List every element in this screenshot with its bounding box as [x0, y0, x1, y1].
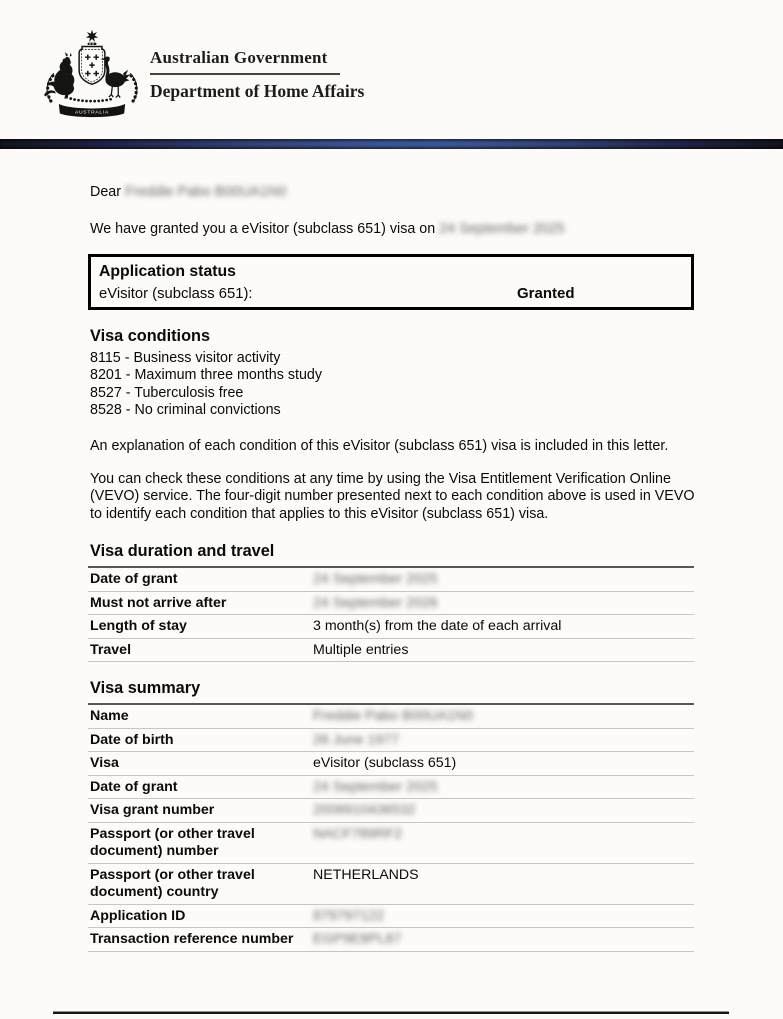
masthead-divider — [150, 73, 340, 75]
row-label: Application ID — [90, 907, 186, 924]
row-label: Name — [90, 708, 129, 724]
banner-text: AUSTRALIA — [74, 110, 110, 116]
row-value-redacted: 879797122 — [313, 907, 385, 924]
salutation-prefix: Dear — [90, 184, 125, 200]
footer-divider — [53, 1011, 729, 1014]
row-value: Multiple entries — [313, 641, 409, 658]
row-value: NETHERLANDS — [313, 866, 419, 883]
status-granted-value: Granted — [517, 285, 575, 302]
department-name: Department of Home Affairs — [150, 81, 365, 101]
row-label: Date of grant — [90, 571, 178, 587]
visa-duration-title: Visa duration and travel — [90, 542, 275, 560]
row-label: Transaction reference number — [90, 931, 294, 947]
row-value: 3 month(s) from the date of each arrival — [313, 618, 562, 634]
condition-item: 8528 - No criminal convictions — [90, 401, 281, 418]
salutation-line — [90, 184, 702, 201]
application-status-box — [88, 254, 694, 310]
intro-text: We have granted you a eVisitor (subclass 651) visa on — [90, 221, 440, 237]
table-row — [88, 592, 694, 616]
grant-date-redacted: 24 September 2025 — [439, 221, 565, 237]
row-label: Date of birth — [90, 731, 174, 748]
row-label: Passport (or other travel document) country — [90, 866, 255, 900]
row-value-redacted: 26 June 1977 — [313, 731, 399, 748]
row-value-redacted: Freddie Pabo B00UA1N0 — [313, 708, 474, 724]
table-row — [88, 568, 694, 592]
visa-duration-table — [88, 566, 694, 662]
row-value-redacted: 24 September 2026 — [313, 594, 438, 611]
table-row — [88, 752, 694, 776]
table-row — [88, 905, 694, 929]
row-value-redacted: 24 September 2025 — [313, 571, 438, 587]
visa-conditions-list — [90, 350, 702, 419]
condition-item: 8201 - Maximum three months study — [90, 367, 323, 384]
table-row — [88, 799, 694, 823]
condition-item: 8115 - Business visitor activity — [90, 350, 281, 366]
grant-intro-line — [90, 221, 702, 238]
row-value-redacted: 2008910436532 — [313, 802, 416, 818]
visa-summary-table — [88, 703, 694, 952]
table-row — [88, 615, 694, 639]
application-status-row — [99, 283, 683, 305]
row-value-redacted: 24 September 2025 — [313, 778, 438, 795]
visa-summary-title: Visa summary — [90, 679, 201, 697]
table-row — [88, 705, 694, 729]
table-row — [88, 776, 694, 800]
table-row — [88, 729, 694, 753]
row-label: Must not arrive after — [90, 594, 227, 611]
condition-item: 8527 - Tuberculosis free — [90, 384, 244, 401]
agency-name: Australian Government — [150, 48, 328, 67]
row-label: Length of stay — [90, 618, 187, 634]
visa-subclass-label: eVisitor (subclass 651): — [99, 286, 253, 302]
australian-coat-of-arms-icon — [40, 26, 144, 128]
conditions-explanation: An explanation of each condition of this eVisitor (subclass 651) visa is included in this letter. — [90, 438, 669, 454]
header-accent-bar — [0, 139, 783, 149]
vevo-note: You can check these conditions at any time by using the Visa Entitlement Verification Online (VEVO) service. The four-digit number presented next to each condition above is used in VEVO to identify each condition that applies to this eVisitor (subclass 651) visa. — [90, 471, 695, 522]
visa-conditions-title: Visa conditions — [90, 327, 211, 345]
row-value-redacted: EGP9E8PL87 — [313, 931, 402, 947]
recipient-name-redacted: Freddie Pabo B00UA1N0 — [124, 184, 287, 200]
row-value: eVisitor (subclass 651) — [313, 755, 457, 771]
table-row — [88, 928, 694, 952]
table-row — [88, 864, 694, 905]
application-status-title: Application status — [99, 263, 236, 280]
table-row — [88, 823, 694, 864]
row-label: Date of grant — [90, 778, 178, 795]
row-label: Travel — [90, 641, 132, 658]
row-label: Visa grant number — [90, 802, 215, 818]
row-label: Visa — [90, 755, 119, 771]
table-row — [88, 639, 694, 663]
masthead — [40, 26, 364, 128]
row-value-redacted: NACF789RF2 — [313, 825, 403, 842]
star-icon — [86, 30, 99, 42]
row-label: Passport (or other travel document) number — [90, 825, 255, 859]
